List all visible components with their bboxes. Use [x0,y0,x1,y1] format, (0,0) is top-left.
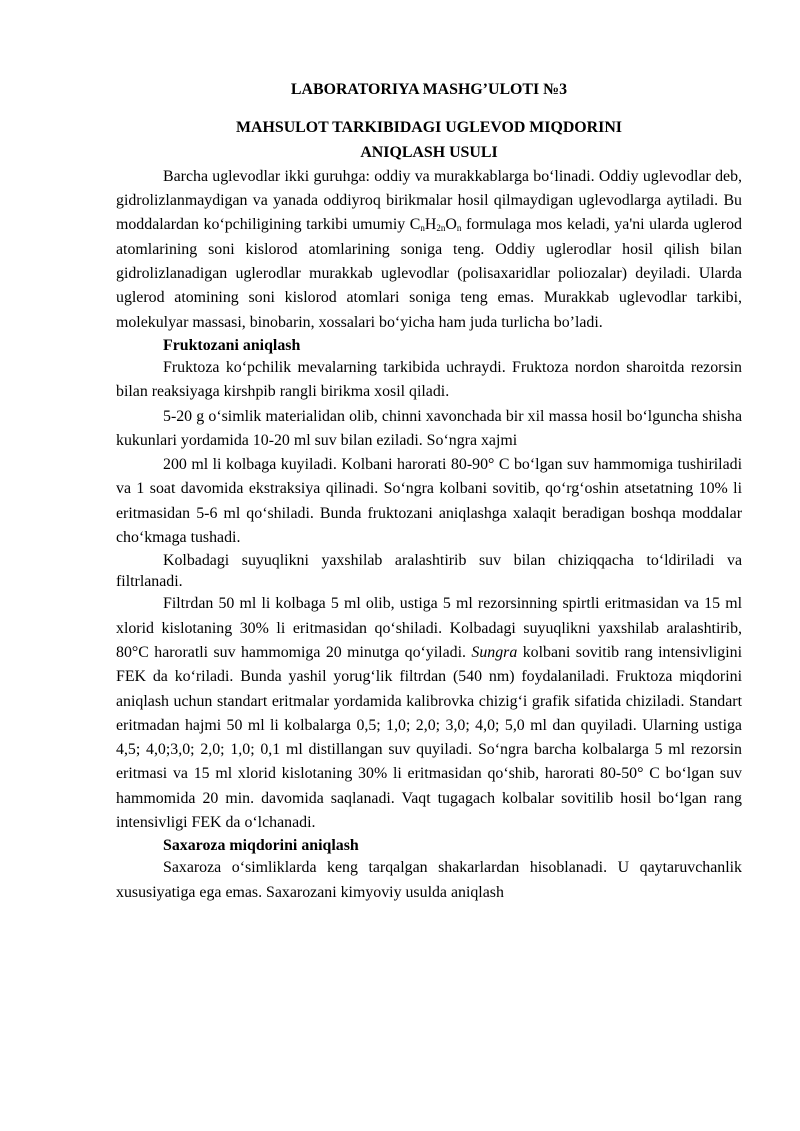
fructose-paragraph-1: Fruktoza ko‘pchilik mevalarning tarkibida uchraydi. Fruktoza nordon sharoitda rezorsin bilan reaksiyaga kirshpib rangli birikma xosil qiladi. [116,358,742,401]
document-subtitle-line1: MAHSULOT TARKIBIDAGI UGLEVOD MIQDORINI [236,119,622,137]
sucrose-paragraph-1: Saxaroza o‘simliklarda keng tarqalgan shakarlardan hisoblanadi. U qaytaruvchanlik xususiyatiga ega emas. Saxarozani kimyoviy usulda aniqlash [116,859,742,901]
formula-sub-n1: n [420,223,425,234]
intro-text-part2: formulaga mos keladi, ya'ni ularda uglerod atomlarining soni kislorod atomlarining soniga teng. Oddiy uglerodlar hosil qilish bilan gidrolizlanadigan uglerodlar murakkab uglevodlar (polisaxaridlar poliozalar) deyiladi. Ularda uglerod atomining soni kislorod atomlari soniga teng emas. Murakkab uglevodlar tarkibi, molekulyar massasi, binobarin, xossalari bo‘yicha ham juda turlicha bo’ladi. [116,216,742,331]
formula [410,216,462,233]
fructose-p5-italic: Sungra [471,643,518,661]
fructose-paragraph-4: Kolbadagi suyuqlikni yaxshilab aralashtirib suv bilan chiziqqacha to‘ldiriladi va filtrlanadi. [116,552,742,591]
fructose-paragraph-2: 5-20 g o‘simlik materialidan olib, chinni xavonchada bir xil massa hosil bo‘lguncha shisha kukunlari yordamida 10-20 ml suv bilan eziladi. So‘ngra xajmi [116,407,742,449]
intro-paragraph [116,165,742,335]
section-heading-fructose: Fruktozani aniqlash [163,336,301,354]
fructose-paragraph-3: 200 ml li kolbaga kuyiladi. Kolbani harorati 80-90° C bo‘lgan suv hammomiga tushiriladi va 1 soat davomida ekstraksiya qilinadi. So‘ngra kolbani sovitib, qo‘rg‘oshin atsetatning 10% li eritmasidan 5-6 ml qo‘shiladi. Bunda fruktozani aniqlashga xalaqit beradigan boshqa moddalar cho‘kmaga tushadi. [116,456,742,547]
formula-sub-n2: n [456,223,462,234]
intro-text-part1: Barcha uglevodlar ikki guruhga: oddiy va murakkablarga bo‘linadi. Oddiy uglevodlar deb, gidrolizlanmaydigan va yanada oddiyroq birikmalar hosil qilmaydigan uglevodlarga aytiladi. Bu moddalardan ko‘pchiligining tarkibi umumiy [116,167,742,234]
fructose-p5-text-a: Filtrdan 50 ml li kolbaga 5 ml olib, ustiga 5 ml rezorsinning spirtli eritmasidan va 15 ml xlorid kislotaning 30% li eritmasidan qo‘shiladi. Kolbadagi suyuqlikni yaxshilab aralashtirib, 80°C haroratli suv hammomiga 20 minutga qo‘yiladi. [116,595,742,661]
formula-sub-2n: 2n [436,223,446,234]
formula-c: C [409,216,421,234]
document-title: LABORATORIYA MASHG’ULOTI №3 [290,81,568,98]
fructose-p5-text-b: kolbani sovitib rang intensivligini FEK da ko‘riladi. Bunda yashil yorug‘lik filtrdan (540 nm) foydalaniladi. Fruktoza miqdorini aniqlash uchun standart eritmalar yordamida kalibrovka chizig‘i grafik sifatida chiziladi. Standart eritmadan hajmi 50 ml li kolbalarga 0,5; 1,0; 2,0; 3,0; 4,0; 5,0 ml dan quyiladi. Ularning ustiga 4,5; 4,0;3,0; 2,0; 1,0; 0,1 ml distillangan suv quyiladi. So‘ngra barcha kolbalarga 5 ml rezorsin eritmasi va 15 ml xlorid kislotaning 30% li eritmasidan qo‘shib, harorati 80-50° C bo‘lgan suv hammomida 20 min. davomida saqlanadi. Vaqt tugagach kolbalar sovitilib hosil bo‘lgan rang intensivligi FEK da o‘lchanadi. [116,643,742,832]
formula-h: H [424,216,437,234]
document-page [116,78,742,905]
section-heading-sucrose: Saxaroza miqdorini aniqlash [163,837,359,855]
fructose-paragraph-5 [116,592,742,835]
formula-o: O [445,216,457,234]
document-subtitle-line2: ANIQLASH USULI [360,143,498,161]
